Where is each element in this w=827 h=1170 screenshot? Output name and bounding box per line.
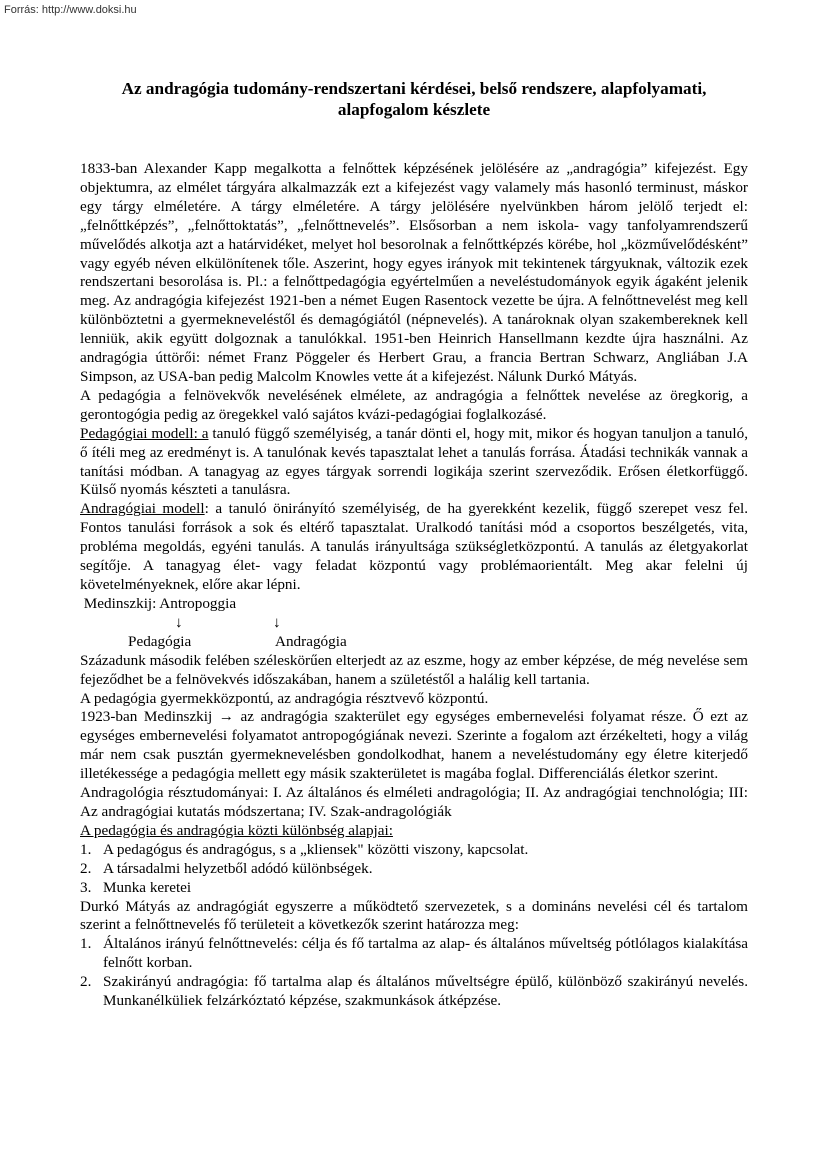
list-item — [80, 879, 748, 898]
list-item — [80, 973, 748, 1011]
branch-row — [80, 633, 748, 652]
document-body — [80, 78, 748, 1011]
differences-heading: A pedagógia és andragógia közti különbség alapjai: — [80, 821, 393, 839]
paragraph-pedagogical-model — [80, 425, 748, 501]
list-item — [80, 935, 748, 973]
list-number: 1. — [80, 840, 92, 858]
pedagogical-model-text: tanuló függő személyiség, a tanár dönti el, hogy mit, mikor és hogyan tanuljon a tanuló, ő ítéli meg az eredményt is. A tanulónak kevés tapasztalat lehet a tanulás forrása. Átadási technikák vannak a tanítási módban. A tanagyag az egyes tárgyak sorrendi logikája szerint szerveződik. Erősen életkorfüggő. Külső nyomás készteti a tanulásra. — [80, 424, 749, 499]
list-text: Munka keretei — [103, 878, 192, 896]
document-title — [80, 78, 748, 120]
list-number: 2. — [80, 973, 92, 991]
paragraph-durko: Durkó Mátyás az andragógiát egyszerre a működtető szervezetek, s a domináns nevelési cél és tartalom szerint a felnőttnevelés fő területeit a következők szerint határozza meg: — [80, 897, 748, 934]
source-label: Forrás: http://www.doksi.hu — [4, 4, 137, 16]
paragraph-centered: A pedagógia gyermekközpontú, az andragógia résztvevő központú. — [80, 689, 489, 707]
list-item — [80, 860, 748, 879]
differences-list — [80, 841, 748, 898]
list-item — [80, 841, 748, 860]
list-number: 3. — [80, 878, 92, 896]
paragraph-history: 1833-ban Alexander Kapp megalkotta a felnőttek képzésének jelölésére az „andragógia” kifejezést. Egy objektumra, az elmélet tárgyára alkalmazzák ezt a kifejezést vagy valamely más hasonló terminust, máskor egy tárgy elméletére. A tárgy elméletére. A tárgy jelölésére nyelvünkben három jelölő terjedt el: „felnőttképzés”, „felnőttoktatás”, „felnőttnevelés”. Elsősorban a nem iskola- vagy tanfolyamrendszerű művelődés alkotja azt a határvidéket, melyet hol besorolnak a felnőttképzés körébe, hol „közművelődésként” vagy egyéb néven elkülönítenek tőle. Aszerint, hogy egyes irányok mit tekintenek tárgyuknak, változik ezek rendszertani besorolása is. Pl.: a felnőttpedagógia egyértelműen a neveléstudományok egyik ágaként jelenik meg. Az andragógia kifejezést 1921-ben a német Eugen Rasentock vezette be újra. A felnőttnevelést meg kell különböztetni a gyermekneveléstől és demagógiától (népnevelés). A tanároknak olyan szakembereknek kell lenniük, akik együtt dolgoznak a tanulókkal. 1951-ben Heinrich Hansellmann kezdte újra használni. Az andragógia úttörői: német Franz Pöggeler és Herbert Grau, a francia Bertran Schwarz, Angliában J.A Simpson, az USA-ban pedig Malcolm Knowles vette át a kifejezést. Nálunk Durkó Mátyás. — [80, 160, 748, 385]
branch-pedagogy: Pedagógia — [128, 632, 192, 650]
paragraph-lifelong: Századunk második felében széleskörűen elterjedt az az eszme, hogy az ember képzése, de még nevelése sem fejeződhet be a felnövekvés időszakában, hanem a születéstől a halálig kell tartania. — [80, 651, 748, 688]
paragraph-medinszkij: 1923-ban Medinszkij → az andragógia szakterület egy egységes embernevelési folyamat része. Ő ezt az egységes embernevelési folyamatot antropogógiának nevezi. Szerinte a fogalom azt érzékelteti, hogy a világ már nem csak pusztán gyermeknevelésben gondolkodhat, hanem a neveléstudomány egy életre kiterjedő illetékessége a pedagógia mellett egy másik szakterületet is magába foglal. Differenciálás életkor szerint. — [80, 708, 748, 783]
paragraph-definition: A pedagógia a felnövekvők nevelésének elmélete, az andragógia a felnőttek nevelése az öregkorig, a gerontogógia pedig az öregekkel való sajátos kvázi-pedagógiai foglalkozásé. — [80, 386, 748, 423]
list-text: Általános irányú felnőttnevelés: célja és fő tartalma az alap- és általános műveltség pótlólagos kialakítása felnőtt korban. — [103, 935, 748, 972]
paragraph-subdisciplines: Andragológia résztudományai: I. Az általános és elméleti andragológia; II. Az andragógiai tenchnológia; III: Az andragógiai kutatás módszertana; IV. Szak-andragológiák — [80, 784, 748, 820]
branch-andragogy: Andragógia — [275, 632, 347, 650]
andragogical-model-text: : a tanuló önirányító személyiség, de ha gyerekként kezelik, függő szerepet vesz fel. Fontos tanulási források a sok és eltérő tapasztalat. Uralkodó tanítási mód a csoportos beszélgetés, vita, probléma megoldás, egyéni tanulás. A tanulás irányultsága szükségletközpontú. A tanulás az életgyakorlat segítője. A tanagyag élet- vagy feladat központú vagy problémaorientált. Meg akar felelni új követelményeknek, előre akar lépni. — [80, 500, 748, 593]
medinszkij-line: Medinszkij: Antropoggia — [80, 594, 237, 612]
arrow-down-icon-left: ↓ — [175, 613, 183, 631]
areas-list — [80, 935, 748, 1011]
list-number: 1. — [80, 935, 92, 953]
list-text: A társadalmi helyzetből adódó különbségek. — [103, 859, 373, 877]
arrow-row — [80, 614, 748, 633]
andragogical-model-label: Andragógiai modell — [80, 500, 205, 518]
list-text: A pedagógus és andragógus, s a „kliensek" közötti viszony, kapcsolat. — [103, 840, 529, 858]
title-line-2: alapfogalom készlete — [337, 100, 491, 119]
pedagogical-model-label: Pedagógiai modell: a — [80, 424, 209, 442]
list-number: 2. — [80, 859, 92, 877]
title-line-1: Az andragógia tudomány-rendszertani kérdései, belső rendszere, alapfolyamati, — [121, 79, 707, 98]
arrow-down-icon-right: ↓ — [273, 613, 281, 631]
list-text: Szakirányú andragógia: fő tartalma alap és általános műveltségre épülő, különböző szakirányú nevelés. Munkanélküliek felzárkóztató képzése, szakmunkások átképzése. — [103, 973, 748, 1010]
paragraph-andragogical-model — [80, 500, 748, 595]
